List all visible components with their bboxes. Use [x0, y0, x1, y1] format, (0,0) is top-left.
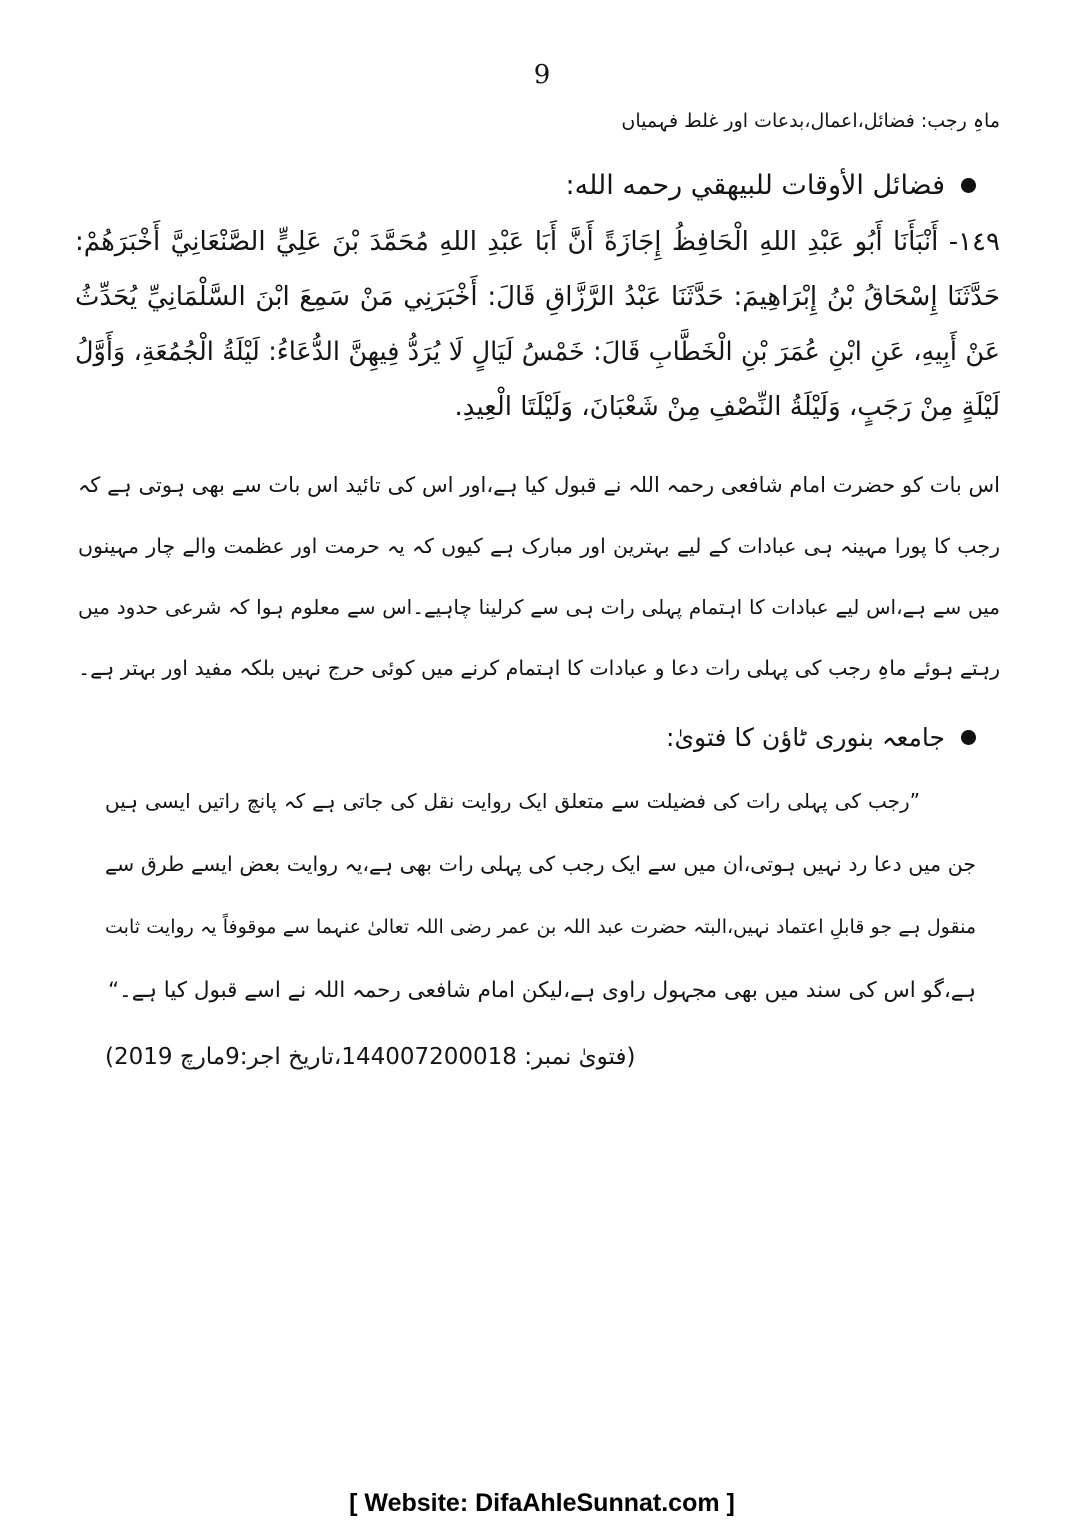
hadith-line: لَيْلَةٍ مِنْ رَجَبٍ، وَلَيْلَةُ النِّصْفِ مِنْ شَعْبَانَ، وَلَيْلَتَا الْعِيدِ. — [454, 392, 1000, 422]
running-header: ماہِ رجب: فضائل،اعمال،بدعات اور غلط فہمیاں — [621, 110, 1000, 132]
commentary-line: میں سے ہے،اس لیے عبادات کا اہتمام پہلی رات ہی سے کرلینا چاہیے۔اس سے معلوم ہوا کہ شرعی حدود میں — [78, 595, 1000, 619]
quote-line: جن میں دعا رد نہیں ہوتی،ان میں سے ایک رجب کی پہلی رات بھی ہے،یہ روایت بعض ایسے طرق سے — [105, 852, 976, 876]
commentary-line: اس بات کو حضرت امام شافعی رحمہ اللہ نے قبول کیا ہے،اور اس کی تائید اس بات سے بھی ہوتی ہے کہ — [78, 473, 1000, 497]
quote-line: ہے،گو اس کی سند میں بھی مجہول راوی ہے،لیکن امام شافعی رحمہ اللہ نے اسے قبول کیا ہے۔“ — [108, 978, 976, 1003]
bullet-icon — [961, 178, 976, 193]
quote-line: منقول ہے جو قابلِ اعتماد نہیں،البتہ حضرت عبد اللہ بن عمر رضی اللہ تعالیٰ عنہما سے موقوفاً یہ روایت ثابت — [105, 916, 976, 938]
hadith-text — [75, 215, 1000, 435]
quote-line: ”رجب کی پہلی رات کی فضیلت سے متعلق ایک روایت نقل کی جاتی ہے کہ پانچ راتیں ایسی ہیں — [105, 789, 920, 813]
commentary-paragraph — [78, 455, 1000, 699]
section-heading-fatwa — [666, 714, 976, 760]
fatwa-quote — [105, 770, 976, 1022]
commentary-line: رہتے ہوئے ماہِ رجب کی پہلی رات دعا و عبادات کا اہتمام کرنے میں کوئی حرج نہیں بلکہ مفید اور بہتر ہے۔ — [78, 656, 1000, 680]
section-heading-text: جامعہ بنوری ٹاؤن کا فتویٰ: — [666, 722, 945, 752]
hadith-line: حَدَّثَنَا إِسْحَاقُ بْنُ إِبْرَاهِيمَ: حَدَّثَنَا عَبْدُ الرَّزَّاقِ قَالَ: أَخْبَرَنِي مَنْ سَمِعَ ابْنَ السَّلْمَانِيِّ يُحَدِّثُ — [75, 282, 1000, 312]
fatwa-reference: (فتویٰ نمبر: 144007200018،تاریخ اجر:9مارچ 2019) — [105, 1044, 636, 1070]
section-heading-text: فضائل الأوقات للبيهقي رحمه الله: — [565, 169, 945, 201]
page-number: 9 — [533, 60, 551, 90]
hadith-line: ١٤٩- أَنْبَأَنَا أَبُو عَبْدِ اللهِ الْحَافِظُ إِجَازَةً أَنَّ أَبَا عَبْدِ اللهِ مُحَمَّدَ بْنَ عَلِيٍّ الصَّنْعَانِيَّ أَخْبَرَهُمْ: — [75, 227, 1000, 257]
section-heading-bayhaqi — [566, 162, 976, 208]
website-footer: [ Website: DifaAhleSunnat.com ] — [349, 1489, 735, 1517]
hadith-line: عَنْ أَبِيهِ، عَنِ ابْنِ عُمَرَ بْنِ الْخَطَّابِ قَالَ: خَمْسُ لَيَالٍ لَا يُرَدُّ فِيهِنَّ الدُّعَاءُ: لَيْلَةُ الْجُمُعَةِ، وَأَوَّلُ — [75, 337, 1000, 367]
commentary-line: رجب کا پورا مہینہ ہی عبادات کے لیے بہترین اور مبارک ہے کیوں کہ یہ حرمت اور عظمت والے چار مہینوں — [78, 534, 1000, 558]
bullet-icon — [961, 730, 976, 745]
